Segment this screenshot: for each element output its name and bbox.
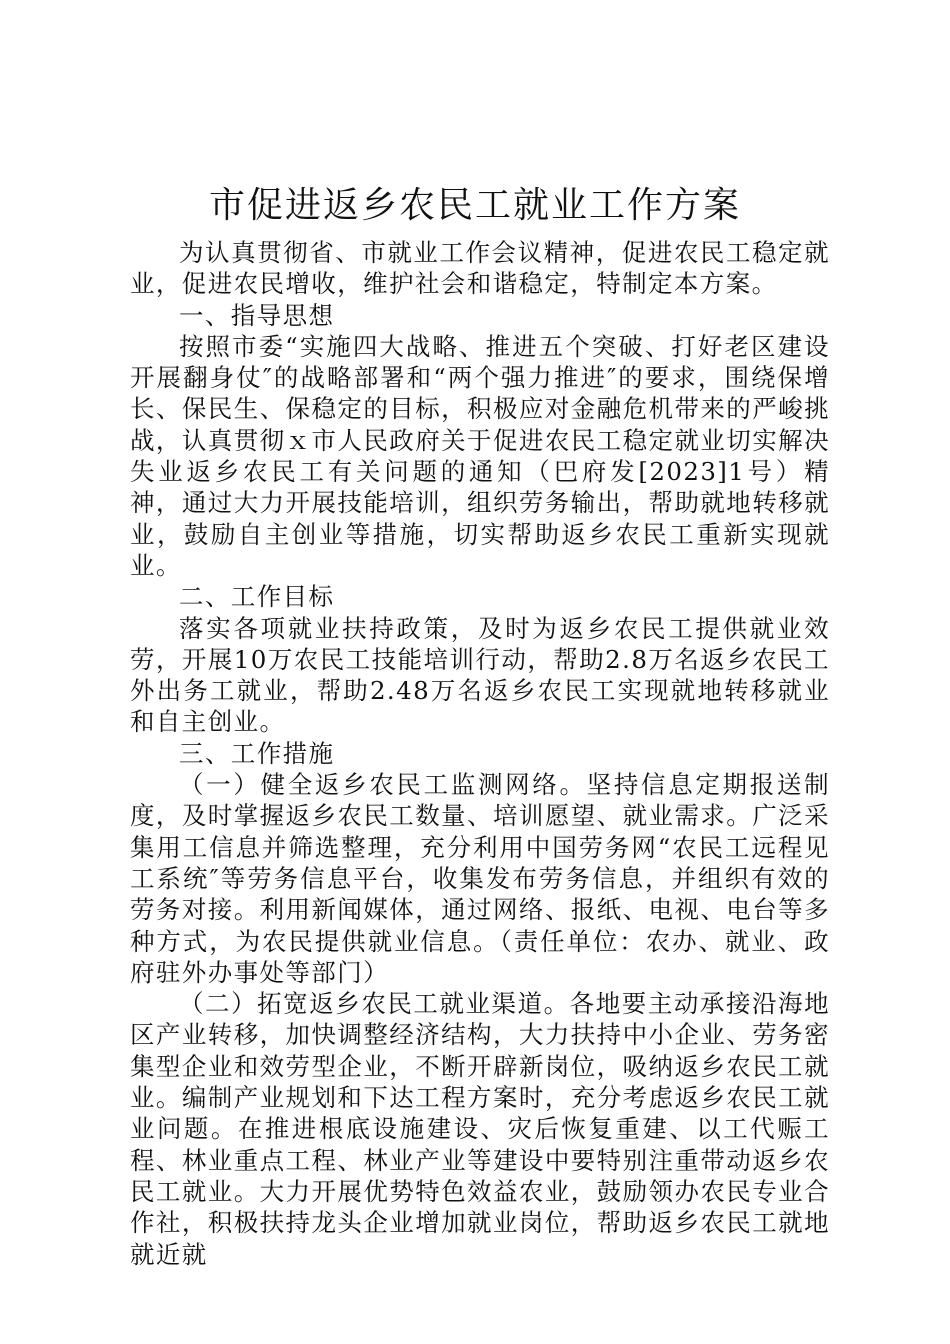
section-paragraph-work-goals: 落实各项就业扶持政策，及时为返乡农民工提供就业效劳，开展10万农民工技能培训行动，帮助2.8万名返乡农民工外出务工就业，帮助2.48万名返乡农民工实现就地转移就业和自主创业。 [130,613,830,737]
document-body [130,237,830,1270]
measure-paragraph-2: （二）拓宽返乡农民工就业渠道。各地要主动承接沿海地区产业转移，加快调整经济结构，大力扶持中小企业、劳务密集型企业和效劳型企业，不断开辟新岗位，吸纳返乡农民工就业。编制产业规划和下达工程方案时，充分考虑返乡农民工就业问题。在推进根底设施建设、灾后恢复重建、以工代赈工程、林业重点工程、林业产业等建设中要特别注重带动返乡农民工就业。大力开展优势特色效益农业，鼓励领办农民专业合作社，积极扶持龙头企业增加就业岗位，帮助返乡农民工就地就近就 [130,989,830,1269]
section-heading-work-goals: 二、工作目标 [179,582,335,612]
section-paragraph-guiding-ideology: 按照市委“实施四大战略、推进五个突破、打好老区建设开展翻身仗″的战略部署和“两个强力推进″的要求，围绕保增长、保民生、保稳定的目标，积极应对金融危机带来的严峻挑战，认真贯彻ｘ市人民政府关于促进农民工稳定就业切实解决失业返乡农民工有关问题的通知（巴府发[2023]1号）精神，通过大力开展技能培训，组织劳务输出，帮助就地转移就业，鼓励自主创业等措施，切实帮助返乡农民工重新实现就业。 [130,331,830,580]
intro-paragraph: 为认真贯彻省、市就业工作会议精神，促进农民工稳定就业，促进农民增收，维护社会和谐稳定，特制定本方案。 [130,238,830,299]
section-heading-guiding-ideology: 一、指导思想 [179,300,335,330]
document-title: 市促进返乡农民工就业工作方案 [208,185,741,226]
section-heading-work-measures: 三、工作措施 [179,738,335,768]
measure-paragraph-1: （一）健全返乡农民工监测网络。坚持信息定期报送制度，及时掌握返乡农民工数量、培训愿望、就业需求。广泛采集用工信息并筛选整理，充分利用中国劳务网“农民工远程见工系统″等劳务信息平台，收集发布劳务信息，并组织有效的劳务对接。利用新闻媒体，通过网络、报纸、电视、电台等多种方式，为农民提供就业信息。（责任单位：农办、就业、政府驻外办事处等部门） [130,770,830,987]
